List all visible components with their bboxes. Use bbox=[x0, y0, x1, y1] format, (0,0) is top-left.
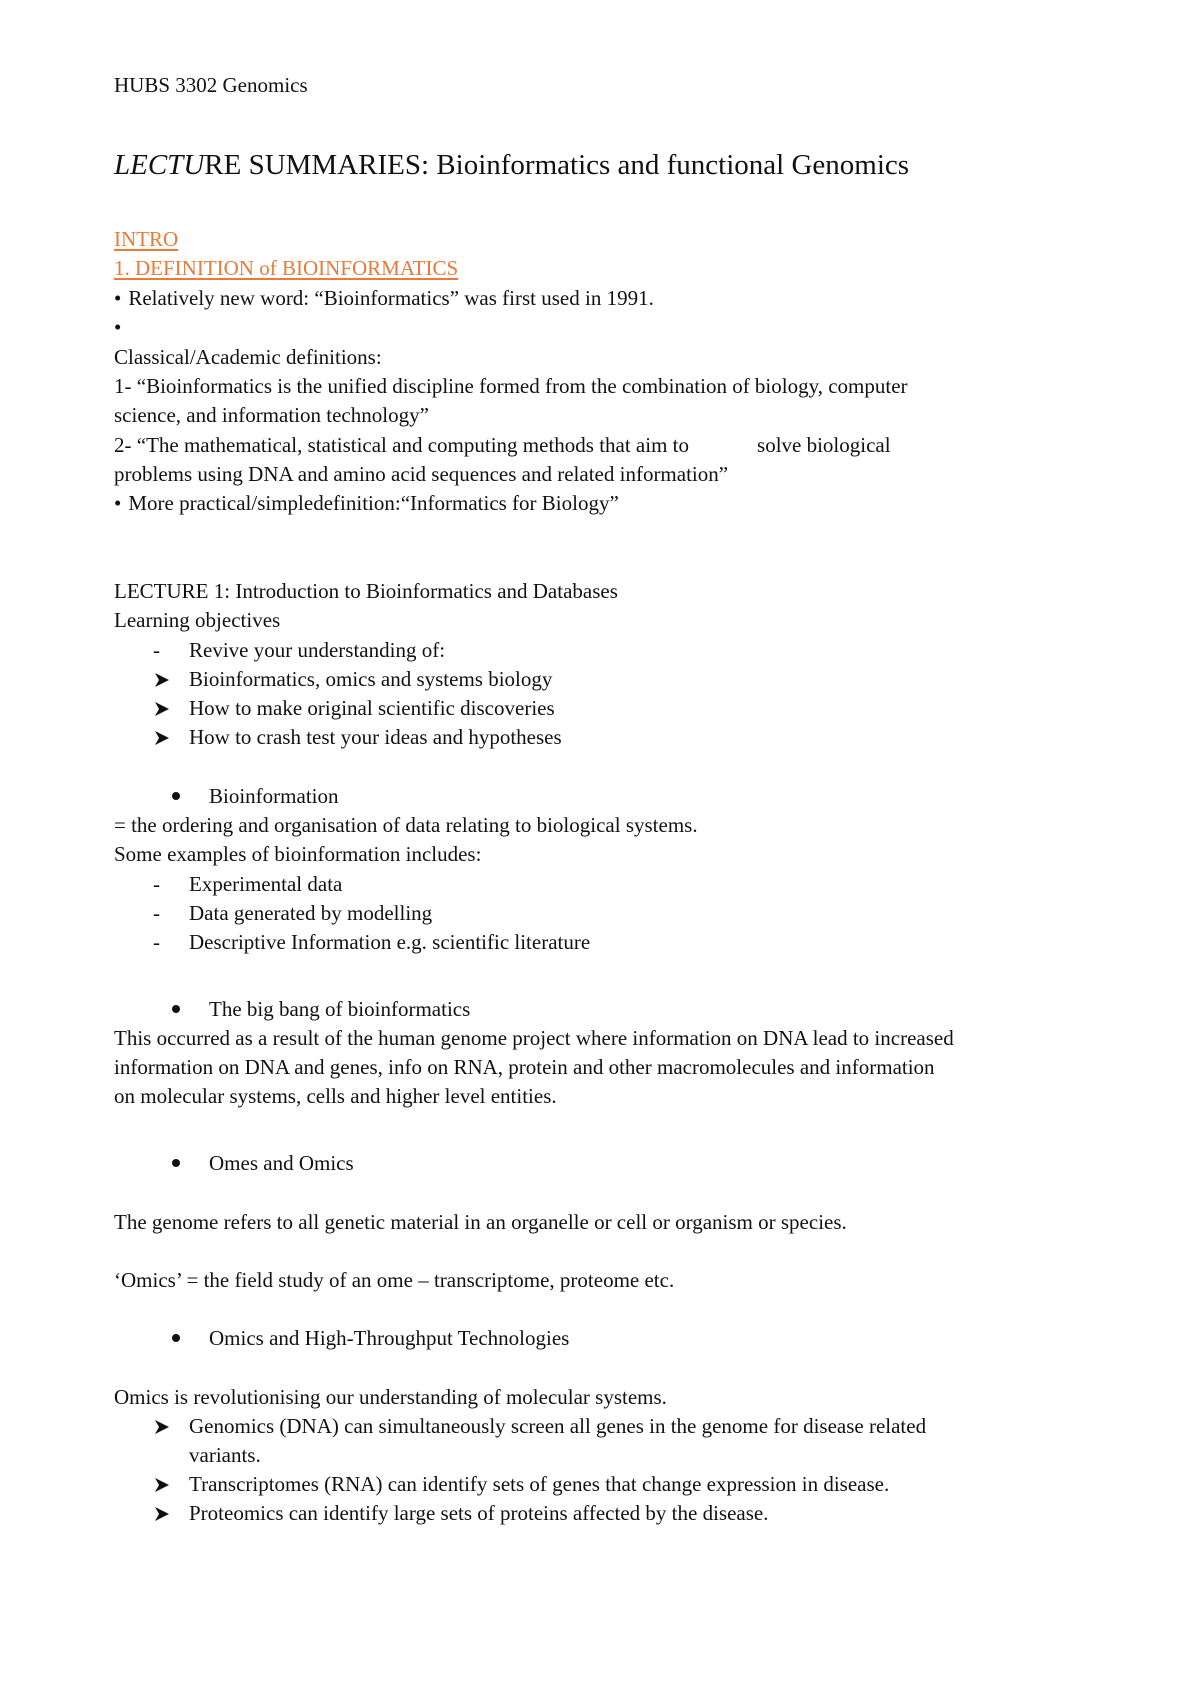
arrow-bullet-icon bbox=[153, 729, 171, 747]
intro-heading: INTRO bbox=[114, 227, 179, 251]
big-bang-line: on molecular systems, cells and higher level entities. bbox=[114, 1084, 557, 1108]
intro-bullet-3: • More practical/simpledefinition:“Informatics for Biology” bbox=[114, 490, 619, 516]
definition-1-line-1: 1- “Bioinformatics is the unified discipline formed from the combination of biology, computer bbox=[114, 374, 908, 398]
arrow-bullet-icon bbox=[153, 1476, 171, 1494]
objective-item: Bioinformatics, omics and systems biology bbox=[189, 667, 553, 691]
high-throughput-item: Genomics (DNA) can simultaneously screen all genes in the genome for disease related bbox=[189, 1414, 927, 1438]
bullet-dot-icon bbox=[172, 1005, 180, 1013]
bioinformation-heading: Bioinformation bbox=[209, 784, 339, 808]
objective-item: How to crash test your ideas and hypotheses bbox=[189, 725, 562, 749]
example-item: Experimental data bbox=[189, 872, 343, 896]
lecture-1-title: LECTURE 1: Introduction to Bioinformatics and Databases bbox=[114, 579, 618, 603]
big-bang-line: information on DNA and genes, info on RNA, protein and other macromolecules and information bbox=[114, 1055, 935, 1079]
high-throughput-item: Proteomics can identify large sets of proteins affected by the disease. bbox=[189, 1501, 769, 1525]
intro-empty-bullet: • bbox=[114, 315, 122, 339]
high-throughput-item: Transcriptomes (RNA) can identify sets of genes that change expression in disease. bbox=[189, 1472, 890, 1496]
bullet-dot-icon bbox=[172, 1159, 180, 1167]
high-throughput-intro: Omics is revolutionising our understanding of molecular systems. bbox=[114, 1385, 667, 1409]
document-title bbox=[114, 148, 909, 182]
definition-2-part-a: 2- “The mathematical, statistical and computing methods that aim to bbox=[114, 433, 690, 457]
title-italic-part: LECTU bbox=[114, 149, 205, 181]
intro-bullet-1: • Relatively new word: “Bioinformatics” was first used in 1991. bbox=[114, 285, 654, 311]
revive-item: Revive your understanding of: bbox=[189, 638, 446, 662]
big-bang-heading: The big bang of bioinformatics bbox=[209, 997, 471, 1021]
example-item: Data generated by modelling bbox=[189, 901, 433, 925]
page-header: HUBS 3302 Genomics bbox=[114, 73, 308, 97]
genome-definition: The genome refers to all genetic material in an organelle or cell or organism or species. bbox=[114, 1210, 847, 1234]
dash-marker: - bbox=[153, 930, 160, 954]
arrow-bullet-icon bbox=[153, 1418, 171, 1436]
arrow-bullet-icon bbox=[153, 700, 171, 718]
omics-definition: ‘Omics’ = the field study of an ome – transcriptome, proteome etc. bbox=[114, 1268, 675, 1292]
definition-2-line-2: problems using DNA and amino acid sequences and related information” bbox=[114, 462, 729, 486]
arrow-bullet-icon bbox=[153, 671, 171, 689]
example-item: Descriptive Information e.g. scientific literature bbox=[189, 930, 591, 954]
objective-item: How to make original scientific discoveries bbox=[189, 696, 555, 720]
definition-subheading: 1. DEFINITION of BIOINFORMATICS bbox=[114, 256, 459, 280]
high-throughput-heading: Omics and High-Throughput Technologies bbox=[209, 1326, 570, 1350]
title-rest: RE SUMMARIES: Bioinformatics and functional Genomics bbox=[204, 149, 910, 181]
bullet-dot-icon bbox=[172, 1334, 180, 1342]
bullet-dot-icon bbox=[172, 792, 180, 800]
definition-2-line-1 bbox=[114, 432, 891, 458]
arrow-bullet-icon bbox=[153, 1505, 171, 1523]
dash-marker: - bbox=[153, 638, 160, 662]
definition-1-line-2: science, and information technology” bbox=[114, 403, 429, 427]
high-throughput-item-continuation: variants. bbox=[189, 1443, 261, 1467]
definition-2-part-b: solve biological bbox=[757, 433, 891, 457]
learning-objectives-label: Learning objectives bbox=[114, 608, 281, 632]
bioinformation-definition: = the ordering and organisation of data relating to biological systems. bbox=[114, 813, 698, 837]
omes-heading: Omes and Omics bbox=[209, 1151, 354, 1175]
big-bang-line: This occurred as a result of the human genome project where information on DNA lead to increased bbox=[114, 1026, 954, 1050]
classical-definitions-label: Classical/Academic definitions: bbox=[114, 345, 382, 369]
dash-marker: - bbox=[153, 901, 160, 925]
dash-marker: - bbox=[153, 872, 160, 896]
bioinformation-examples-label: Some examples of bioinformation includes: bbox=[114, 842, 482, 866]
